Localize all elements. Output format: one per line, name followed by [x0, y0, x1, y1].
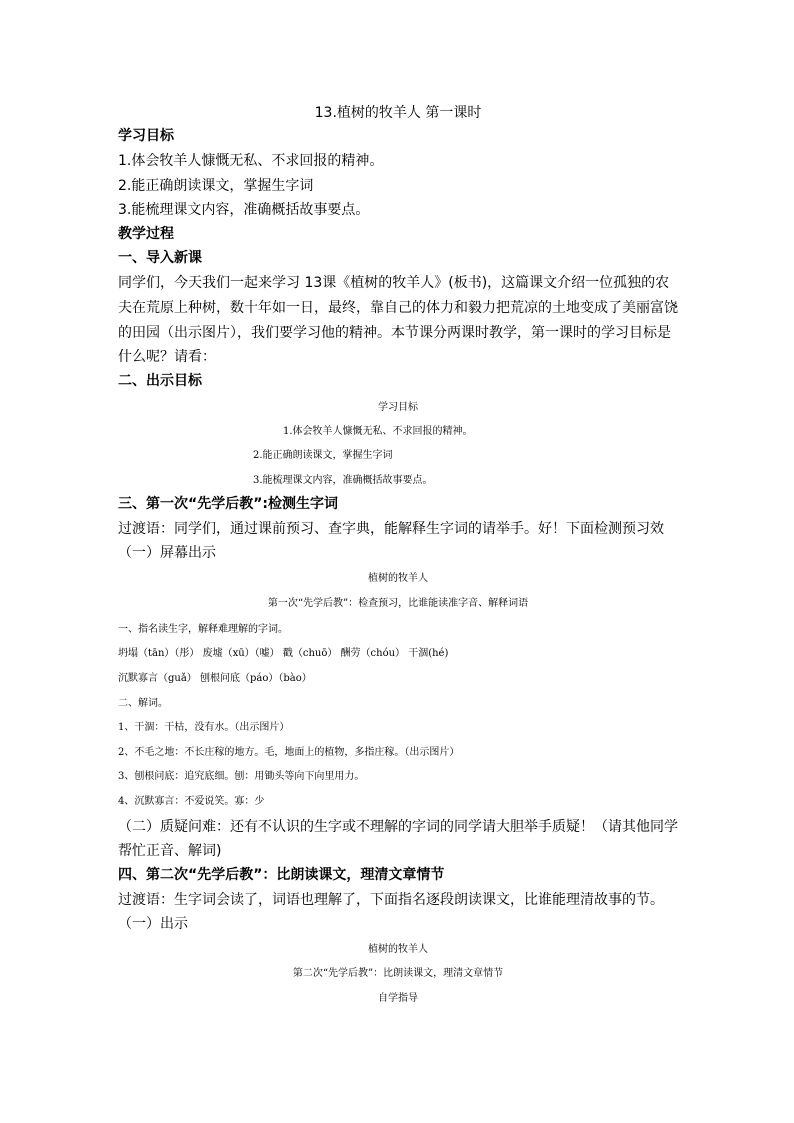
slide2-line: 2、不毛之地：不长庄稼的地方。毛，地面上的植物，多指庄稼。（出示图片） [118, 747, 460, 758]
step1-paragraph-line: 的田园（出示图片），我们要学习他的精神。本节课分两课时教学，第一课时的学习目标是 [118, 325, 671, 341]
slide2-title: 植树的牧羊人 [368, 573, 428, 584]
step1-paragraph-line: 夫在荒原上种树，数十年如一日，最终，靠自己的体力和毅力把荒凉的土地变成了美丽富饶 [118, 300, 678, 316]
slide2-line: 1、干涸：干枯，没有水。（出示图片） [118, 722, 290, 733]
objective-3: 3.能梳理课文内容，准确概括故事要点。 [118, 202, 370, 218]
step3-transition: 过渡语：同学们，通过课前预习、查字典，能解释生字词的请举手。好！下面检测预习效 [118, 521, 664, 537]
slide1-title: 学习目标 [378, 402, 418, 413]
step2-heading: 二、出示目标 [118, 373, 202, 389]
objective-2: 2.能正确朗读课文，掌握生字词 [118, 178, 314, 194]
step3-sub2-line: 帮忙正音、解词) [118, 843, 222, 859]
slide3-note: 自学指导 [378, 993, 418, 1004]
slide2-subtitle: 第一次“先学后教”：检查预习，比谁能读准字音、解释词语 [267, 598, 529, 609]
slide1-line: 2.能正确朗读课文，掌握生字词 [253, 450, 393, 461]
slide3-title: 植树的牧羊人 [368, 944, 428, 955]
slide1-line: 1.体会牧羊人慷慨无私、不求回报的精神。 [283, 426, 473, 437]
slide2-line: 一、指名读生字，解释难理解的字词。 [118, 624, 288, 635]
step3-sub1: （一）屏幕出示 [118, 545, 216, 561]
objective-1: 1.体会牧羊人慷慨无私、不求回报的精神。 [118, 153, 384, 169]
step1-paragraph-line: 同学们，今天我们一起来学习 13课《植树的牧羊人》(板书)，这篇课文介绍一位孤独的农 [118, 275, 670, 291]
slide2-line: 沉默寡言（guǎ） 刨根问底（páo）（bào） [118, 673, 312, 684]
slide2-line: 3、刨根问底：追究底细。刨：用锄头等向下向里用力。 [118, 771, 365, 782]
heading-process: 教学过程 [118, 226, 174, 242]
step4-heading: 四、第二次“先学后教”：比朗读课文，理清文章情节 [118, 867, 445, 883]
step3-heading: 三、第一次“先学后教”:检测生字词 [118, 496, 339, 512]
slide2-line: 二、解词。 [118, 698, 168, 709]
step3-sub2-line: （二）质疑问难：还有不认识的生字或不理解的字词的同学请大胆举手质疑！（请其他同学 [118, 819, 678, 835]
slide2-line: 4、沉默寡言：不爱说笑。寡：少 [118, 796, 265, 807]
heading-objectives: 学习目标 [118, 128, 174, 144]
page-title: 13.植树的牧羊人 第一课时 [314, 105, 482, 121]
slide3-subtitle: 第二次“先学后教”：比朗读课文，理清文章情节 [292, 968, 504, 979]
step4-sub1: （一）出示 [118, 916, 188, 932]
step1-paragraph-line: 什么呢？请看： [118, 349, 216, 365]
slide2-line: 坍塌（tān）（彤） 废墟（xū）（嘘） 戳（chuō） 酬劳（chóu） 干涸(hé) [118, 648, 449, 659]
slide1-line: 3.能梳理课文内容，准确概括故事要点。 [253, 475, 433, 486]
step4-transition: 过渡语：生字词会读了，词语也理解了，下面指名逐段朗读课文，比谁能理清故事的节。 [118, 892, 664, 908]
step1-heading: 一、导入新课 [118, 250, 202, 266]
